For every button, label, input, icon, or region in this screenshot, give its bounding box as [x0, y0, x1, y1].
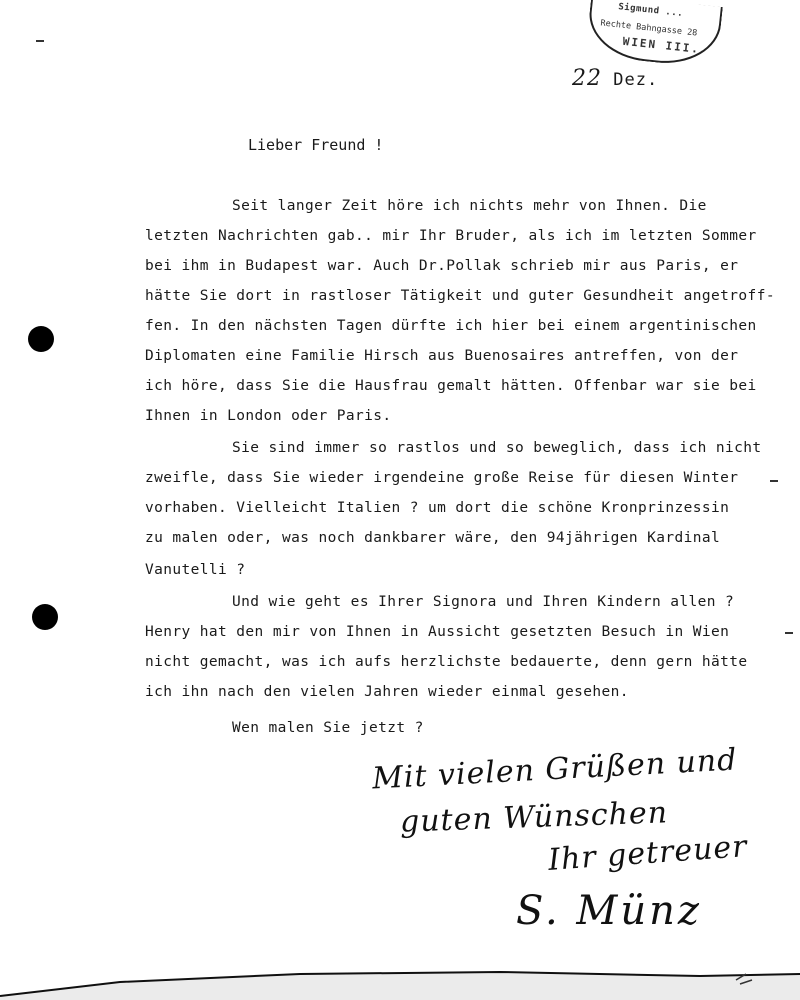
closing-greeting: Mit vielen Grüßen und	[371, 742, 739, 797]
stamp-name: Sigmund ...	[617, 2, 684, 19]
closing-wishes: guten Wünschen	[399, 795, 669, 840]
stamp-address: Rechte Bahngasse 28	[599, 18, 698, 39]
body-line: Diplomaten eine Familie Hirsch aus Buenosaires antreffen, von der	[145, 348, 739, 364]
body-line: bei ihm in Budapest war. Auch Dr.Pollak schrieb mir aus Paris, er	[145, 258, 739, 274]
margin-mark	[36, 40, 44, 42]
body-line: Und wie geht es Ihrer Signora und Ihren Kindern allen ?	[232, 594, 735, 610]
margin-mark	[785, 632, 793, 634]
date-day: 22	[572, 66, 602, 91]
salutation: Lieber Freund !	[248, 136, 384, 154]
body-line: Ihnen in London oder Paris.	[145, 408, 392, 424]
signature: S. Münz	[516, 888, 702, 934]
stamp-city: WIEN III.	[622, 34, 701, 56]
body-line: Sie sind immer so rastlos und so beweglich, dass ich nicht	[232, 440, 762, 456]
body-line: ich ihn nach den vielen Jahren wieder einmal gesehen.	[145, 684, 629, 700]
margin-mark	[770, 480, 778, 482]
page-bottom-edge	[0, 968, 800, 1000]
body-line: letzten Nachrichten gab.. mir Ihr Bruder, als ich im letzten Sommer	[145, 228, 757, 244]
body-line: nicht gemacht, was ich aufs herzlichste bedauerte, denn gern hätte	[145, 654, 748, 670]
punch-hole	[32, 604, 58, 630]
body-line: fen. In den nächsten Tagen dürfte ich hier bei einem argentinischen	[145, 318, 757, 334]
body-line: zu malen oder, was noch dankbarer wäre, den 94jährigen Kardinal	[145, 530, 721, 546]
body-line: Vanutelli ?	[145, 562, 246, 578]
body-line: Wen malen Sie jetzt ?	[232, 720, 424, 736]
body-line: ich höre, dass Sie die Hausfrau gemalt hätten. Offenbar war sie bei	[145, 378, 757, 394]
punch-hole	[28, 326, 54, 352]
body-line: Henry hat den mir von Ihnen in Aussicht gesetzten Besuch in Wien	[145, 624, 730, 640]
body-line: zweifle, dass Sie wieder irgendeine große Reise für diesen Winter	[145, 470, 739, 486]
closing-yours: Ihr getreuer	[547, 829, 749, 878]
body-line: hätte Sie dort in rastloser Tätigkeit und guter Gesundheit angetroff-	[145, 288, 775, 304]
sender-stamp	[585, 0, 723, 69]
date-month: Dez.	[613, 70, 659, 90]
body-line: vorhaben. Vielleicht Italien ? um dort die schöne Kronprinzessin	[145, 500, 730, 516]
letter-date	[572, 66, 658, 91]
body-line: Seit langer Zeit höre ich nichts mehr von Ihnen. Die	[232, 198, 707, 214]
